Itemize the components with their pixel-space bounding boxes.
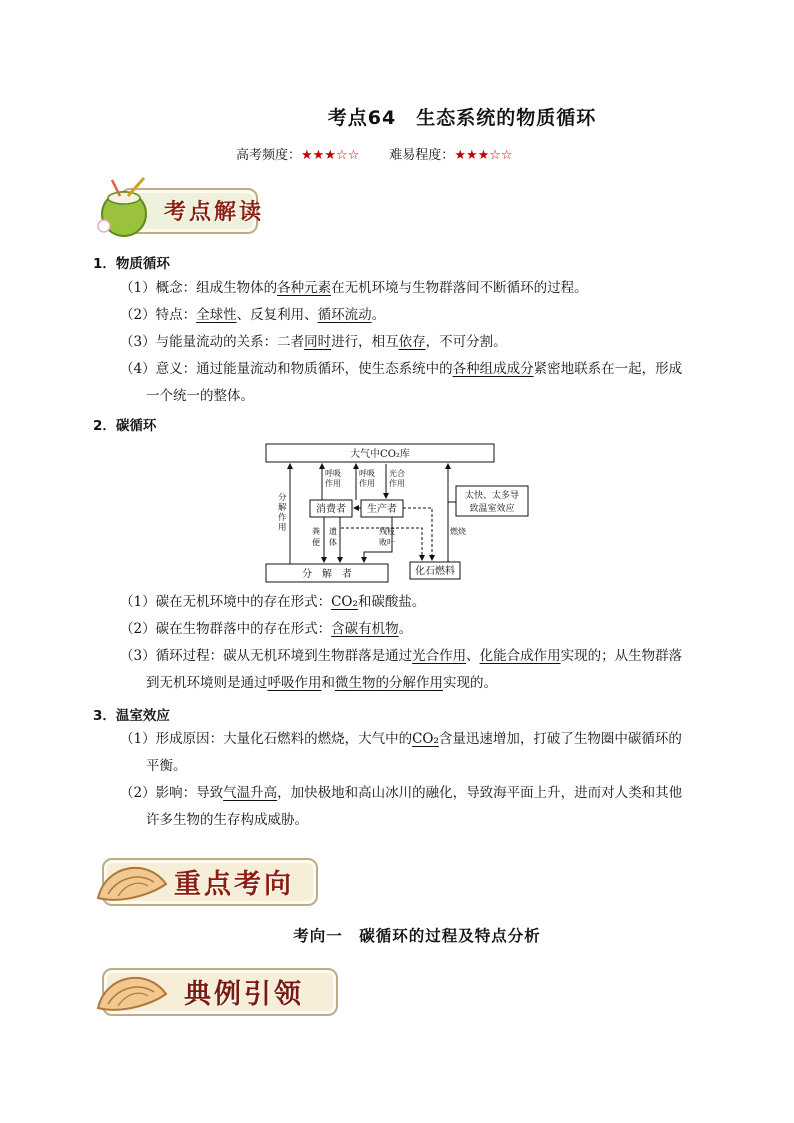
frequency-stars: ★★★☆☆ [301, 148, 360, 163]
photosynthesis-b: 作用 [389, 479, 405, 488]
greenhouse-note-line2: 致温室效应 [469, 504, 515, 514]
photosynthesis-a: 光合 [389, 469, 405, 478]
s2-item-3-cont: 到无机环境则是通过呼吸作用和微生物的分解作用实现的。 [146, 675, 497, 691]
s1-item-1: （1）概念：组成生物体的各种元素在无机环境与生物群落间不断循环的过程。 [120, 280, 588, 296]
banner-examples-label: 典例引领 [184, 979, 304, 1010]
section-3-body [120, 726, 710, 834]
producer-respiration-b: 作用 [359, 479, 375, 488]
difficulty-stars: ★★★☆☆ [454, 148, 513, 163]
burning-label: 燃烧 [450, 527, 466, 536]
consumer-respiration-a: 呼吸 [325, 469, 341, 478]
litter-b: 败叶 [379, 538, 395, 547]
s3-item-2: （2）影响：导致气温升高，加快极地和高山冰川的融化，导致海平面上升，进而对人类和其他 [120, 785, 683, 801]
coconut-icon [90, 176, 160, 240]
greenhouse-note-line1: 太快、太多导 [464, 491, 520, 501]
s1-item-4: （4）意义：通过能量流动和物质循环，使生态系统中的各种组成成分紧密地联系在一起，形成 [120, 361, 683, 377]
s2-item-3: （3）循环过程：碳从无机环境到生物群落是通过光合作用、化能合成作用实现的；从生物群落 [120, 648, 683, 664]
frequency-rating [236, 144, 359, 163]
litter-a: 残枝 [379, 527, 395, 536]
producer-node: 生产者 [367, 504, 397, 515]
consumer-node: 消费者 [316, 504, 346, 515]
remains-b: 体 [329, 538, 337, 547]
s3-item-2-cont: 许多生物的生存构成威胁。 [146, 812, 308, 828]
decomposition-label-3: 作 [278, 513, 287, 523]
seashell-icon [92, 854, 172, 910]
section-2-body [120, 589, 710, 697]
decomposer-node: 分 解 者 [302, 569, 352, 580]
section-2-heading: 2．碳循环 [93, 418, 157, 434]
s3-item-1: （1）形成原因：大量化石燃料的燃烧，大气中的CO₂含量迅速增加，打破了生物圈中碳循环的 [120, 731, 682, 747]
feces-b: 便 [312, 538, 320, 547]
s2-item-2: （2）碳在生物群落中的存在形式：含碳有机物。 [120, 621, 413, 637]
difficulty-meta [236, 144, 513, 163]
seashell-icon-2 [92, 964, 172, 1020]
s1-item-2: （2）特点：全球性、反复利用、循环流动。 [120, 307, 386, 323]
carbon-cycle-diagram [264, 442, 534, 584]
producer-respiration-a: 呼吸 [359, 469, 375, 478]
decomposition-label-1: 分 [278, 493, 287, 503]
atmosphere-co2-pool: 大气中CO₂库 [350, 449, 410, 460]
s1-item-3: （3）与能量流动的关系：二者同时进行，相互依存，不可分割。 [120, 334, 507, 350]
direction-1-heading: 考向一 碳循环的过程及特点分析 [293, 927, 541, 945]
frequency-label: 高考频度： [236, 148, 302, 163]
section-1-heading: 1．物质循环 [93, 256, 170, 272]
fossil-fuel-node: 化石燃料 [415, 566, 455, 577]
remains-a: 遗 [329, 527, 337, 536]
banner-key-directions [92, 850, 322, 912]
s3-item-1-cont: 平衡。 [146, 758, 187, 774]
banner-interpretation-label: 考点解读 [164, 199, 265, 225]
banner-interpretation [90, 176, 265, 240]
s2-item-1: （1）碳在无机环境中的存在形式：CO₂和碳酸盐。 [120, 594, 426, 610]
decomposition-label-2: 解 [278, 503, 287, 513]
feces-a: 粪 [312, 527, 320, 536]
section-1-body [120, 275, 710, 410]
difficulty-label: 难易程度： [389, 148, 455, 163]
banner-key-directions-label: 重点考向 [174, 869, 294, 900]
consumer-respiration-b: 作用 [325, 479, 341, 488]
banner-examples [92, 960, 342, 1022]
decomposition-label-4: 用 [278, 523, 287, 533]
section-3-heading: 3．温室效应 [93, 708, 170, 724]
s1-item-4-cont: 一个统一的整体。 [146, 388, 254, 404]
difficulty-rating [389, 144, 512, 163]
page-title: 考点64 生态系统的物质循环 [327, 107, 597, 129]
